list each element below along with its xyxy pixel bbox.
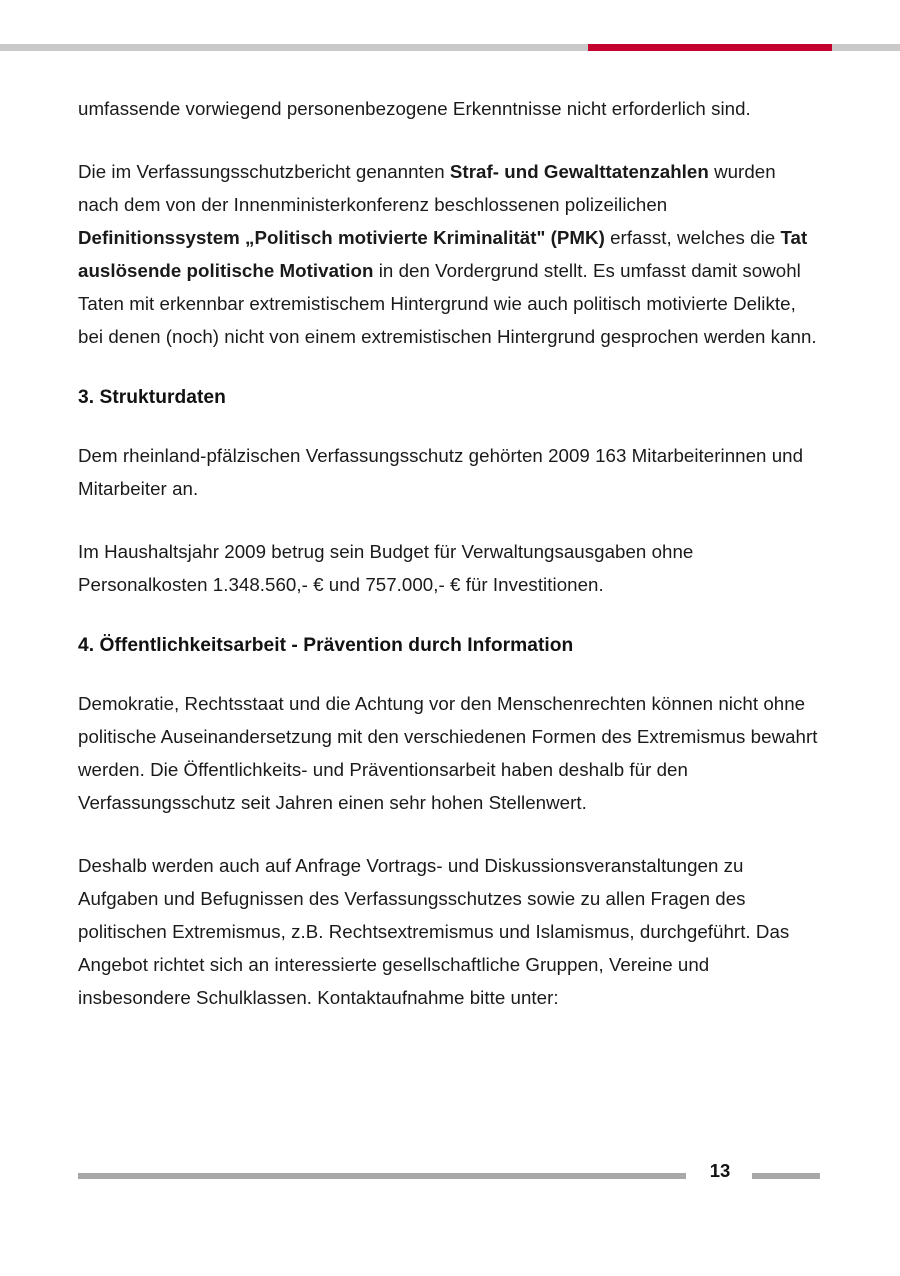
paragraph-straftatenzahlen: Die im Verfassungsschutzbericht genannten Straf- und Gewalttatenzahlen wurden nach dem von der Innenministerkonferenz beschlossenen polizeilichen Definitionssystem „Politisch motivierte Kriminalität" (PMK) erfasst, welches die Tat auslösende politische Motivation in den Vordergrund stellt. Es umfasst damit sowohl Taten mit erkennbar extremistischem Hintergrund wie auch politisch motivierte Delikte, bei denen (noch) nicht von einem extremistischen Hintergrund gesprochen werden kann.	[78, 161, 817, 347]
section-heading-oeffentlichkeitsarbeit: 4. Öffentlichkeitsarbeit - Prävention durch Information	[78, 635, 574, 656]
paragraph-demokratie: Demokratie, Rechtsstaat und die Achtung vor den Menschenrechten können nicht ohne politische Auseinandersetzung mit den verschiedenen Formen des Extremismus bewahrt werden. Die Öffentlichkeits- und Präventionsarbeit haben deshalb für den Verfassungsschutz seit Jahren einen sehr hohen Stellenwert.	[78, 693, 818, 813]
paragraph-haushalt: Im Haushaltsjahr 2009 betrug sein Budget für Verwaltungsausgaben ohne Personalkosten 1.348.560,- € und 757.000,- € für Investitionen.	[78, 541, 694, 595]
paragraph-continuation: umfassende vorwiegend personenbezogene Erkenntnisse nicht erforderlich sind.	[78, 98, 751, 119]
paragraph-veranstaltungen: Deshalb werden auch auf Anfrage Vortrags- und Diskussionsveranstaltungen zu Aufgaben und Befugnissen des Verfassungsschutzes sowie zu allen Fragen des politischen Extremismus, z.B. Rechtsextremismus und Islamismus, durchgeführt. Das Angebot richtet sich an interessierte gesellschaftliche Gruppen, Vereine und insbesondere Schulklassen. Kontaktaufnahme bitte unter:	[78, 855, 790, 1008]
page-content	[78, 92, 820, 1044]
paragraph-mitarbeiter: Dem rheinland-pfälzischen Verfassungsschutz gehörten 2009 163 Mitarbeiterinnen und Mitarbeiter an.	[78, 445, 804, 499]
footer-rule-right	[752, 1173, 820, 1179]
footer-rule-left	[78, 1173, 686, 1179]
section-heading-strukturdaten: 3. Strukturdaten	[78, 387, 226, 408]
page-header	[0, 0, 900, 56]
header-rule-accent	[588, 44, 832, 51]
page-footer	[0, 1160, 900, 1192]
page-number: 13	[709, 1160, 731, 1181]
